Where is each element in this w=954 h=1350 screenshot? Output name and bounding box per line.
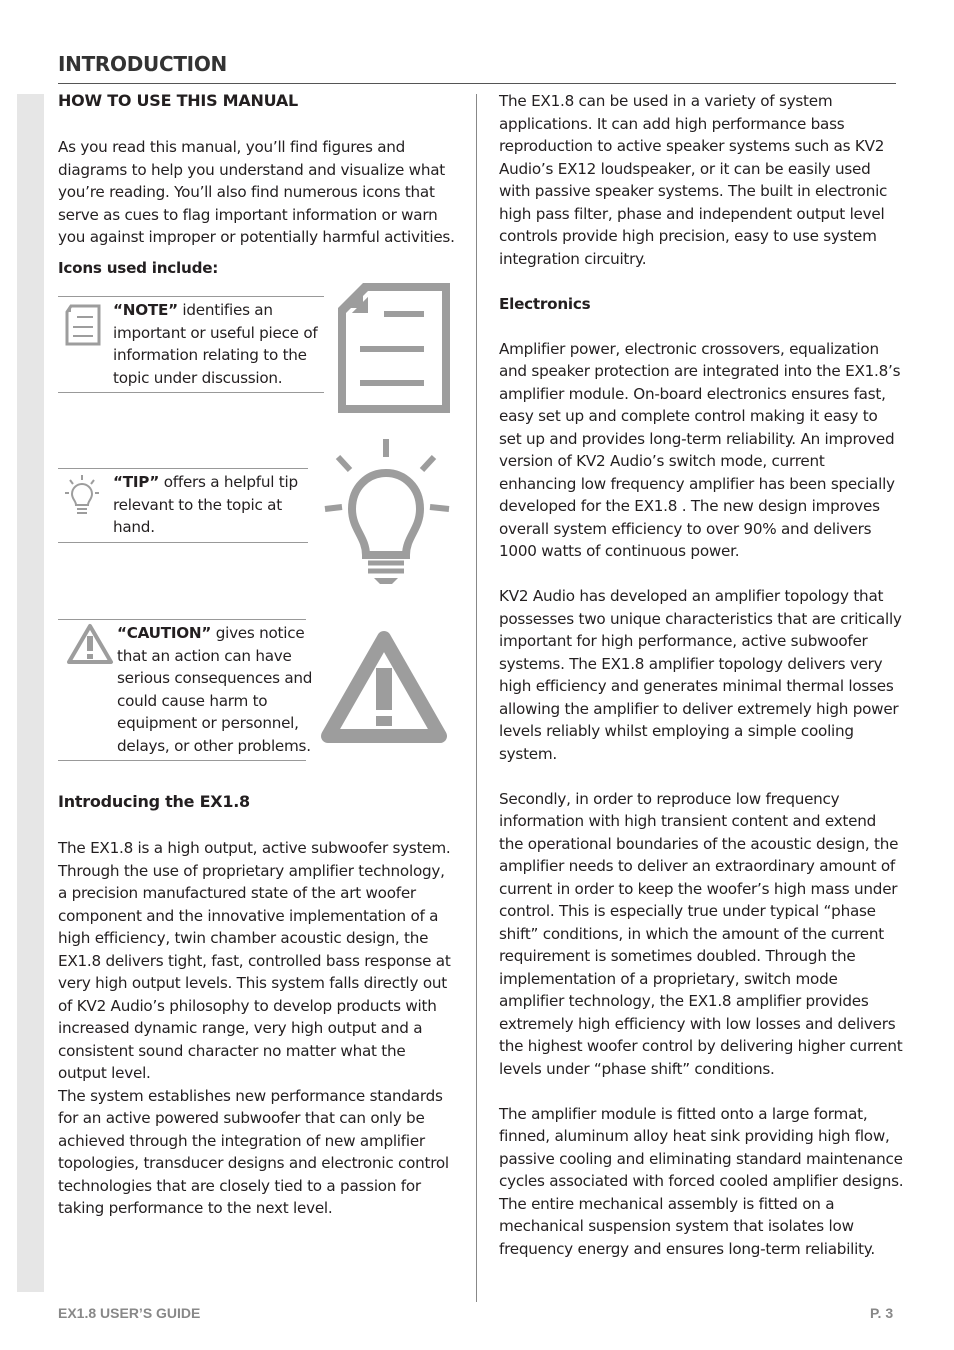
note-label: “NOTE”	[113, 301, 178, 319]
left-column-introducing	[58, 791, 458, 1220]
electronics-heading: Electronics	[499, 294, 591, 313]
tip-label: “TIP”	[113, 473, 160, 491]
note-icon-small	[63, 303, 103, 347]
section-heading: INTRODUCTION	[58, 52, 227, 76]
column-divider	[476, 94, 477, 1302]
note-entry	[58, 296, 324, 393]
intro-paragraph: As you read this manual, you’ll find figures and diagrams to help you understand and visualize what you’re reading. You’ll also find numerous icons that serve as cues to flag important information or warn you against improper or potentially harmful activities.	[58, 138, 455, 246]
caution-label: “CAUTION”	[117, 624, 212, 642]
icons-used-label: Icons used include:	[58, 258, 219, 277]
tip-icon-small	[64, 473, 100, 521]
topology-paragraph: KV2 Audio has developed an amplifier topology that possesses two unique characteristics that are critically important for high performance, active subwoofer systems. The EX1.8 amplifier topology delivers very high efficiency and generates minimal thermal losses allowing the amplifier to deliver extremely high power levels reliably whilst employing a simple cooling system.	[499, 587, 902, 763]
note-text: identifies an important or useful piece of information relating to the topic under discussion.	[113, 301, 318, 387]
introducing-heading: Introducing the EX1.8	[58, 792, 250, 811]
footer-guide-title: EX1.8 USER’S GUIDE	[58, 1305, 201, 1321]
tip-entry	[58, 468, 308, 543]
introducing-paragraph-1: The EX1.8 is a high output, active subwoofer system. Through the use of proprietary amplifier technology, a precision manufactured state of the art woofer component and the innovative implementation of a high efficiency, twin chamber acoustic design, the EX1.8 delivers tight, fast, controlled bass response at very high output levels. This system falls directly out of KV2 Audio’s philosophy to develop products with increased dynamic range, very high output and a consistent sound character no matter what the output level.	[58, 839, 451, 1082]
caution-description	[117, 622, 317, 757]
tip-description	[113, 471, 305, 539]
tip-text: offers a helpful tip relevant to the topic at hand.	[113, 473, 298, 536]
right-column	[499, 90, 904, 1260]
caution-entry	[58, 619, 313, 761]
how-to-use-heading: HOW TO USE THIS MANUAL	[58, 91, 298, 110]
tip-icon-large	[322, 437, 452, 585]
note-icon-large	[338, 283, 450, 413]
side-margin-bar	[17, 94, 44, 1292]
heat-sink-paragraph: The amplifier module is fitted onto a large format, finned, aluminum alloy heat sink providing high flow, passive cooling and eliminating standard maintenance cycles associated with forced cooled amplifier designs. The entire mechanical assembly is fitted on a mechanical suspension system that isolates low frequency energy and ensures long-term reliability.	[499, 1104, 904, 1258]
footer-page-number: P. 3	[870, 1305, 894, 1321]
caution-text: gives notice that an action can have serious consequences and could cause harm to equipment or personnel, delays, or other problems.	[117, 624, 313, 755]
header-rule	[58, 83, 896, 84]
electronics-paragraph: Amplifier power, electronic crossovers, equalization and speaker protection are integrated into the EX1.8’s amplifier module. On-board electronics ensures fast, easy set up and complete control making it easy to set up and provides long-term reliability. An improved version of KV2 Audio’s switch mode, current enhancing low frequency amplifier has been specially developed for the EX1.8 . The new design improves overall system efficiency to over 90% and delivers 1000 watts of continuous power.	[499, 339, 901, 560]
low-frequency-paragraph: Secondly, in order to reproduce low frequency information with high transient content and extend the operational boundaries of the acoustic design, the amplifier needs to deliver an extraordinary amount of current in order to keep the woofer’s high mass under control. This is especially true under typical “phase shift” conditions, in which the amount of the current requirement is sometimes doubled. Through the implementation of a proprietary, switch mode amplifier technology, the EX1.8 amplifier provides extremely high efficiency with low losses and delivers the highest woofer control by delivering higher current levels under “phase shift” conditions.	[499, 789, 903, 1078]
caution-icon-large	[320, 628, 448, 746]
applications-paragraph: The EX1.8 can be used in a variety of system applications. It can add high performance bass reproduction to active speaker systems such as KV2 Audio’s EX12 loudspeaker, or it can be easily used with passive speaker systems. The built in electronic high pass filter, phase and independent output level controls provide high precision, easy to use system integration circuitry.	[499, 92, 888, 268]
caution-icon-small	[65, 622, 115, 666]
left-column-intro	[58, 90, 458, 279]
introducing-paragraph-2: The system establishes new performance standards for an active powered subwoofer that can only be achieved through the integration of new amplifier topologies, transducer designs and electronic control technologies that are closely tied to a passion for taking performance to the next level.	[58, 1086, 449, 1217]
note-description	[113, 299, 321, 389]
